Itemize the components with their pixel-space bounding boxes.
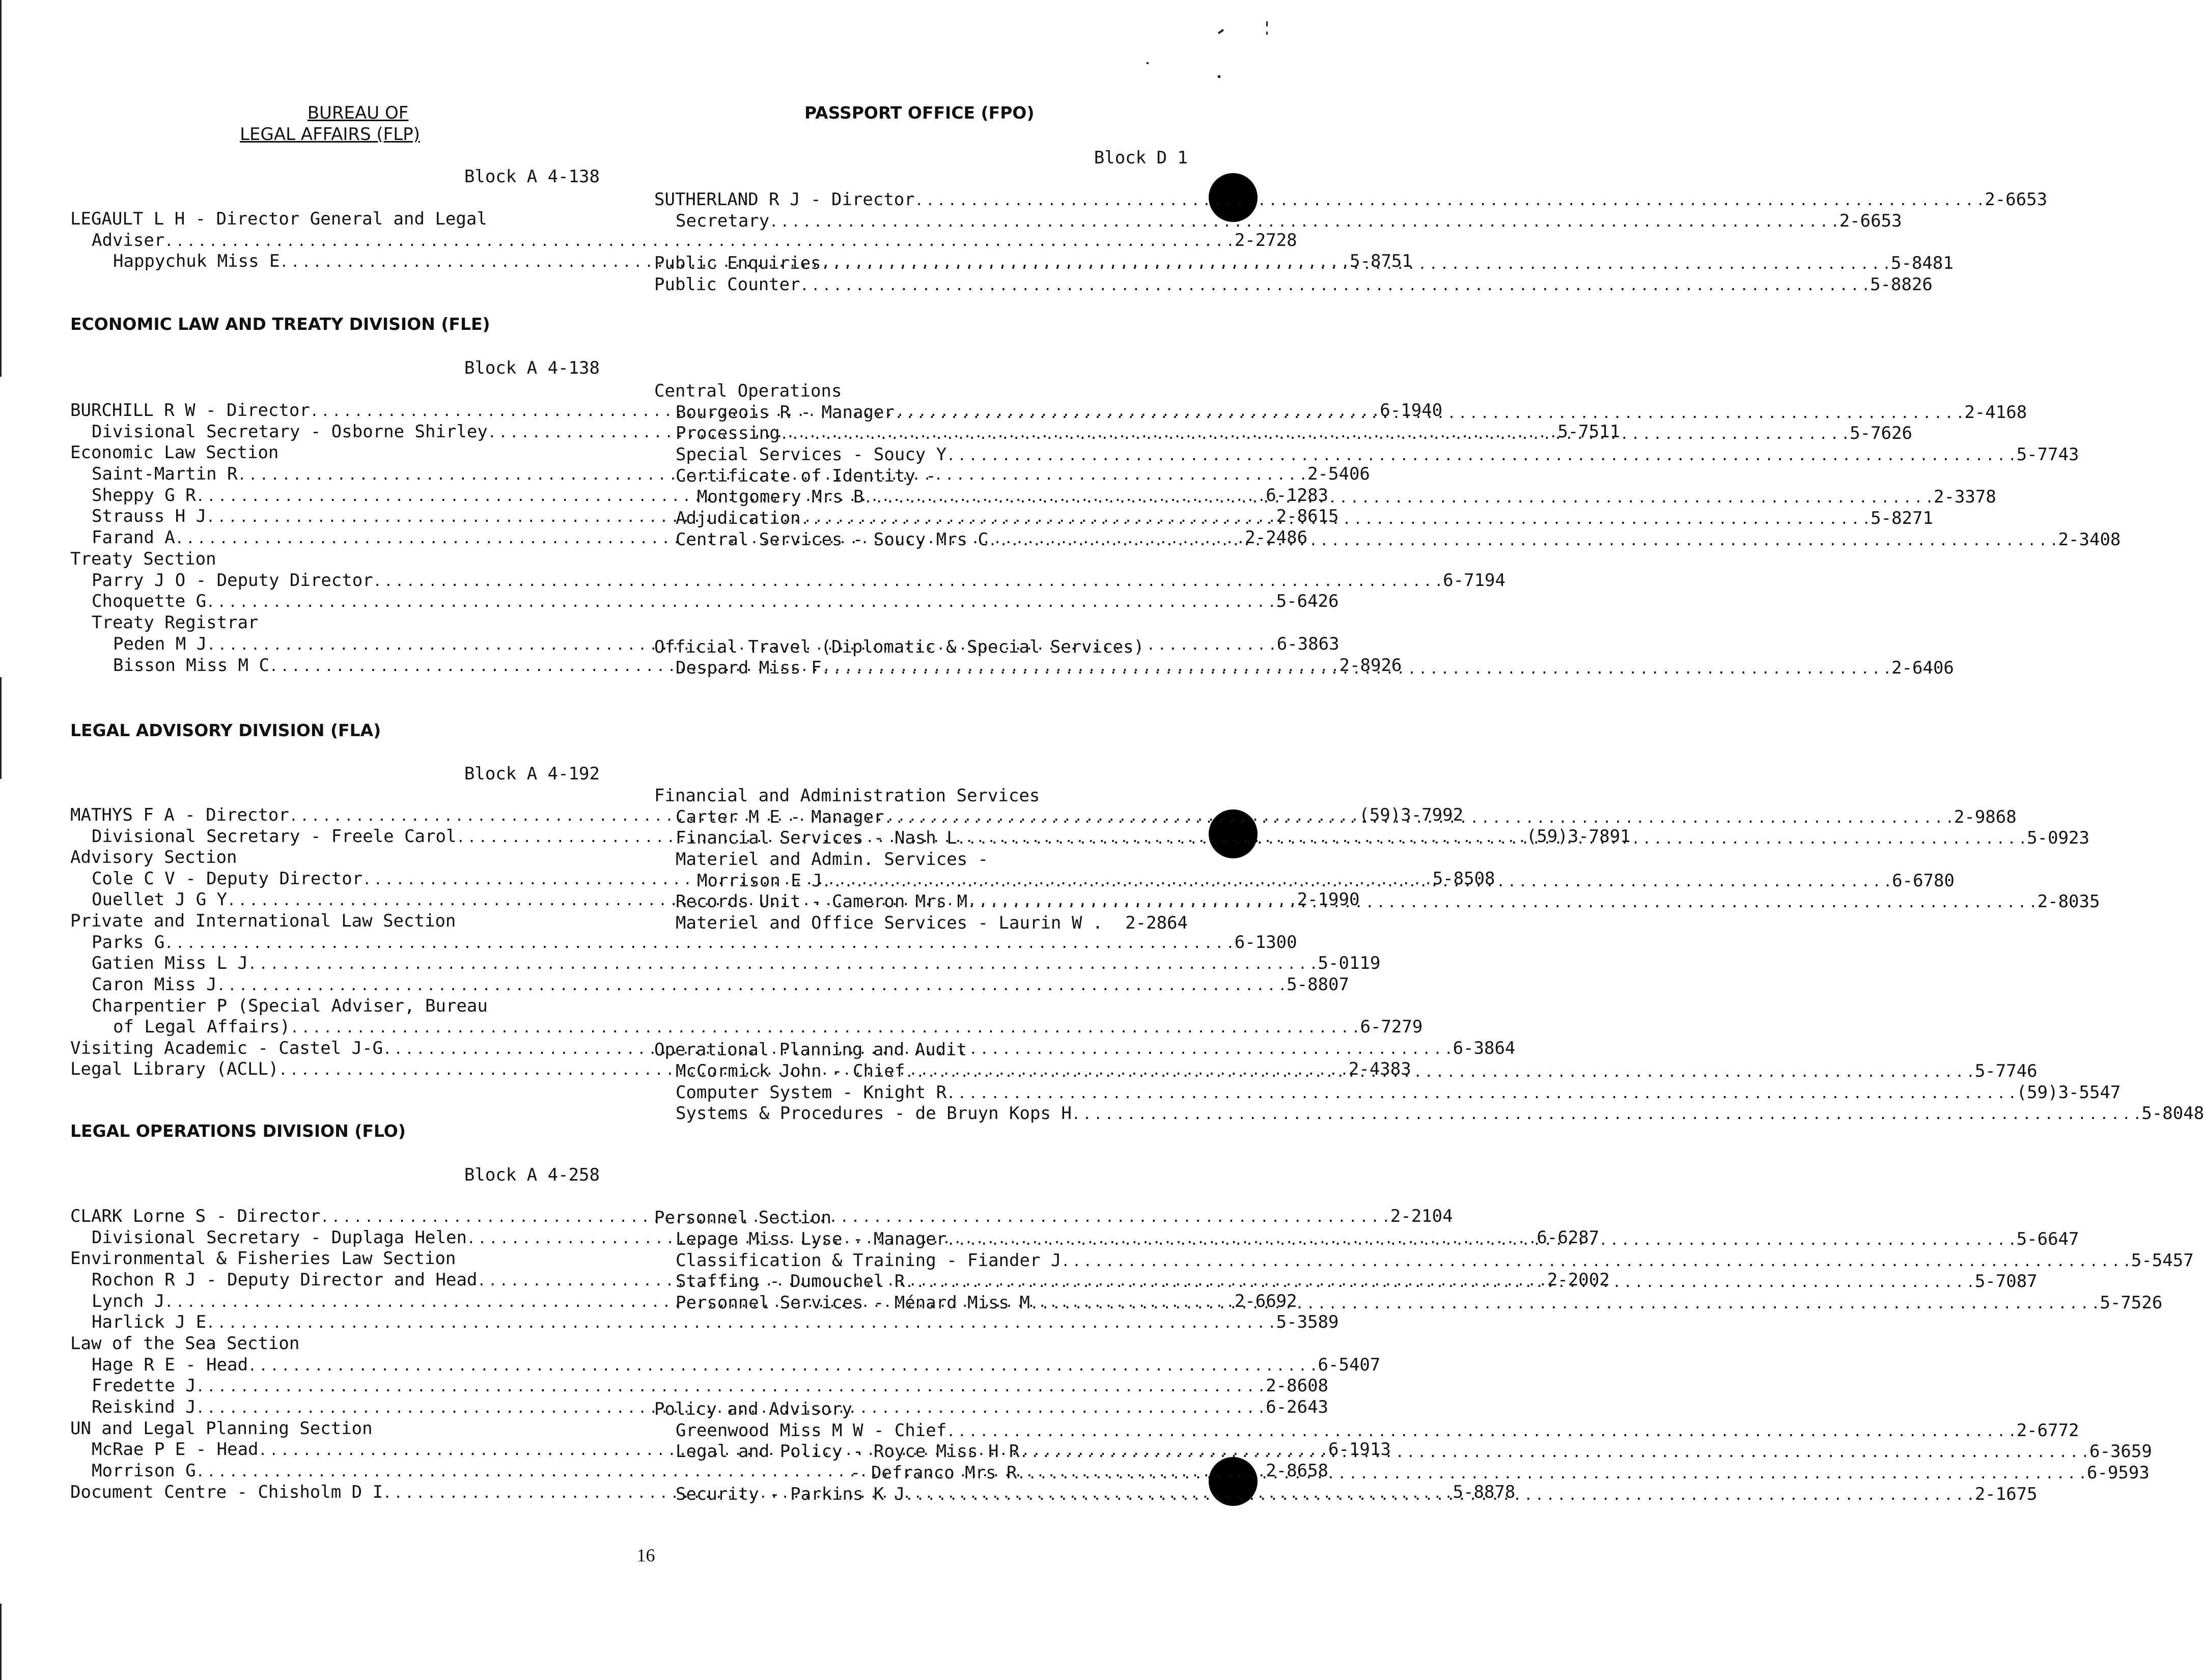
directory-entry [654, 274, 1933, 295]
entry-name: McCormick John - Chief [676, 1061, 905, 1081]
entry-name: Divisional Secretary - Osborne Shirley [92, 422, 488, 442]
scan-speck [1147, 62, 1149, 64]
entry-name: Morrison E J [697, 871, 822, 891]
directory-entry [70, 570, 1505, 591]
entry-name: Document Centre - Chisholm D I [70, 1482, 383, 1502]
entry-phone: 6-7279 [1360, 1017, 1423, 1037]
entry-phone: 6-1940 [1380, 400, 1443, 421]
directory-entry [70, 996, 600, 1016]
entry-name: Bourgeois R - Manager [676, 402, 895, 423]
entry-name: Public Counter [654, 274, 800, 295]
directory-entry [70, 1017, 1423, 1037]
entry-phone: 2-3378 [1934, 487, 1996, 507]
leader-dots [822, 658, 1888, 679]
entry-phone: 5-8878 [1453, 1482, 1516, 1502]
entry-name: Operational Planning and Audit [654, 1040, 967, 1060]
entry-name: BURCHILL R W - Director [70, 400, 310, 421]
entry-name: Treaty Registrar [92, 612, 259, 633]
directory-entry [654, 1420, 2079, 1441]
entry-name: Hage R E - Head [92, 1355, 248, 1375]
entry-phone: 6-9593 [2087, 1463, 2150, 1483]
leader-dots [915, 189, 1982, 211]
entry-phone: 5-0923 [2027, 828, 2089, 848]
entry-name: Law of the Sea Section [70, 1333, 300, 1354]
entry-phone: 5-0119 [1318, 953, 1381, 973]
entry-name: Financial and Administration Services [654, 786, 1040, 806]
fpo-block: Block D 1 [1094, 148, 1188, 168]
directory-entry [70, 932, 1297, 953]
entry-phone: 2-1990 [1297, 889, 1360, 910]
entry-phone: 5-8826 [1870, 274, 1933, 295]
entry-name: Lepage Miss Lyse - Manager [676, 1229, 947, 1249]
entry-phone: 2-6653 [1985, 189, 2048, 210]
entry-phone: 5-6647 [2016, 1229, 2079, 1249]
entry-phone: 2-9868 [1954, 807, 2017, 827]
entry-name: Policy and Advisory [654, 1399, 852, 1419]
entry-phone: 2-2486 [1245, 527, 1308, 548]
entry-phone: 6-6780 [1892, 871, 1955, 891]
entry-name: Classification & Training - Fiander J [676, 1250, 1062, 1271]
leader-dots [822, 871, 1889, 892]
entry-name: Farand A [92, 527, 175, 548]
entry-name: Cole C V - Deputy Director [92, 869, 363, 889]
entry-phone: 2-4168 [1964, 402, 2027, 423]
entry-phone: 5-7511 [1557, 422, 1621, 442]
leader-dots [905, 1271, 1971, 1293]
section-label [70, 442, 600, 463]
entry-phone: 5-8807 [1287, 974, 1349, 995]
entry-phone: 6-2643 [1266, 1397, 1329, 1417]
entry-name: Security - Parkins K J [676, 1484, 905, 1504]
entry-name: Despard Miss F [676, 658, 822, 678]
section-label [654, 786, 1188, 806]
entry-name: Parry J O - Deputy Director [92, 570, 373, 591]
entry-phone: 5-6426 [1276, 591, 1339, 611]
entry-phone: 2-8035 [2037, 891, 2100, 912]
entry-name: Official Travel (Diplomatic & Special Services) [654, 637, 1145, 657]
entry-name: Materiel and Admin. Services - [676, 849, 989, 870]
entry-phone: 2-8608 [1266, 1376, 1329, 1396]
entry-name: Divisional Secretary - Duplaga Helen [92, 1227, 467, 1248]
directory-entry [70, 1312, 1339, 1332]
entry-name: Parks G [92, 932, 165, 953]
entry-phone: 6-1913 [1328, 1439, 1391, 1460]
directory-entry [70, 974, 1349, 995]
entry-name: Materiel and Office Services - Laurin W . [676, 913, 1103, 933]
section-label [70, 847, 600, 867]
leader-dots [217, 974, 1284, 996]
entry-phone: 5-7743 [2016, 444, 2079, 465]
leader-dots [988, 529, 2055, 551]
entry-name: Central Operations [654, 381, 842, 401]
bureau-title-line1: BUREAU OF [307, 103, 409, 123]
entry-name: Bisson Miss M C [113, 655, 270, 676]
leader-dots [1017, 1463, 2084, 1484]
directory-entry [654, 1103, 2204, 1124]
directory-entry [70, 591, 1339, 611]
left-margin-line-middle [0, 677, 2, 779]
entry-phone: 2-2864 [1125, 913, 1188, 933]
section-label [654, 381, 1188, 401]
entry-phone: 6-6287 [1537, 1227, 1600, 1248]
entry-name: Processing [676, 423, 780, 443]
directory-entry [70, 953, 1381, 973]
leader-dots [905, 1061, 1971, 1082]
entry-name: Legal and Policy - Royce Miss H R [676, 1441, 1020, 1462]
entry-name: - Defranco Mrs R [850, 1463, 1017, 1483]
leader-dots [196, 1376, 1263, 1397]
entry-phone: 6-3864 [1453, 1038, 1516, 1058]
entry-name: McRae P E - Head [92, 1439, 259, 1460]
entry-name: Fredette J [92, 1376, 196, 1396]
leader-dots [1072, 1103, 2138, 1125]
leader-dots [164, 932, 1231, 954]
entry-name: Greenwood Miss M W - Chief [676, 1420, 947, 1441]
entry-name: Certificate of Identity - [676, 466, 936, 486]
section-label [654, 1040, 1188, 1060]
entry-phone: 6-7194 [1443, 570, 1505, 591]
section-label [70, 1418, 600, 1439]
section-label [70, 1333, 600, 1354]
entry-phone: 6-5407 [1318, 1355, 1381, 1375]
fla-heading: LEGAL ADVISORY DIVISION (FLA) [70, 720, 381, 740]
leader-dots [967, 891, 2034, 913]
leader-dots [373, 570, 1440, 592]
directory-entry [654, 913, 1188, 933]
entry-name: Morrison G [92, 1461, 196, 1481]
section-label [70, 612, 600, 633]
leader-dots [821, 253, 1888, 274]
entry-name: Personnel Section [654, 1208, 831, 1228]
directory-entry [70, 209, 600, 229]
directory-entry [654, 1082, 2121, 1103]
entry-phone: 2-8615 [1276, 506, 1339, 526]
entry-name: Treaty Section [70, 549, 216, 569]
leader-dots [884, 807, 1950, 828]
entry-phone: 5-7626 [1850, 423, 1913, 443]
entry-phone: 5-8048 [2141, 1103, 2204, 1124]
section-label [654, 1208, 1188, 1228]
flo-block: Block A 4-258 [464, 1165, 600, 1185]
entry-name: Happychuk Miss E [113, 251, 280, 271]
bureau-title-line2: LEGAL AFFAIRS (FLP) [240, 124, 420, 145]
entry-name: Special Services - Soucy Y [676, 444, 947, 465]
entry-name: of Legal Affairs) [113, 1017, 290, 1037]
entry-name: Adjudication [676, 508, 801, 528]
scan-speck [1218, 29, 1224, 34]
leader-dots [801, 508, 1867, 529]
scan-speck [1266, 21, 1268, 26]
entry-name: Systems & Procedures - de Bruyn Kops H [676, 1103, 1072, 1124]
entry-name: Secretary [676, 211, 770, 231]
leader-dots [946, 1420, 2013, 1442]
entry-name: Adviser [92, 230, 165, 250]
entry-name: Reiskind J [92, 1397, 196, 1417]
scan-speck [1218, 75, 1220, 78]
entry-name: Staffing - Dumouchel R [676, 1271, 905, 1292]
entry-phone: (59)3-5547 [2016, 1082, 2121, 1103]
entry-phone: 5-8751 [1350, 251, 1412, 271]
scan-speck [1266, 32, 1268, 35]
entry-phone: 2-4383 [1348, 1059, 1411, 1079]
entry-phone: 2-2104 [1390, 1206, 1453, 1226]
entry-name: Caron Miss J [92, 974, 217, 995]
entry-phone: 2-6406 [1891, 658, 1954, 678]
entry-name: Computer System - Knight R [676, 1082, 947, 1103]
entry-name: Advisory Section [70, 847, 237, 867]
entry-name: Public Enquiries [654, 253, 821, 273]
entry-phone: 2-8926 [1339, 655, 1402, 676]
leader-dots [800, 274, 1867, 296]
entry-name: Montgomery Mrs B [697, 487, 864, 507]
entry-phone: 2-6692 [1234, 1291, 1297, 1311]
entry-phone: (59)3-7992 [1359, 805, 1464, 825]
entry-name: CLARK Lorne S - Director [70, 1206, 321, 1226]
leader-dots [1030, 1293, 2097, 1314]
entry-phone: (59)3-7891 [1526, 826, 1631, 847]
leader-dots [946, 1229, 2013, 1250]
leader-dots [164, 230, 1231, 251]
entry-name: Choquette G [92, 591, 207, 611]
directory-entry [70, 1376, 1329, 1396]
entry-phone: 5-8481 [1891, 253, 1954, 273]
section-label [654, 466, 1188, 486]
entry-name: Private and International Law Section [70, 911, 456, 931]
entry-phone: 2-8658 [1266, 1461, 1329, 1481]
fla-block: Block A 4-192 [464, 764, 600, 784]
entry-phone: 6-3659 [2089, 1441, 2152, 1462]
section-label [654, 637, 1188, 657]
entry-phone: 5-7087 [1974, 1271, 2038, 1292]
entry-phone: 2-3408 [2058, 529, 2121, 550]
leader-dots [206, 591, 1273, 612]
entry-name: Harlick J E [92, 1312, 207, 1332]
section-label [654, 849, 1188, 870]
entry-name: Strauss H J [92, 506, 207, 526]
leader-dots [248, 1355, 1315, 1376]
leader-dots [1020, 1441, 2086, 1463]
leader-dots [769, 211, 1836, 232]
entry-name: MATHYS F A - Director [70, 805, 289, 825]
page-number: 16 [636, 1545, 655, 1565]
entry-phone: 5-8271 [1871, 508, 1933, 528]
fle-heading: ECONOMIC LAW AND TREATY DIVISION (FLE) [70, 314, 490, 334]
entry-phone: 5-8508 [1432, 869, 1495, 889]
fle-block: Block A 4-138 [464, 358, 600, 378]
entry-name: Rochon R J - Deputy Director and Head [92, 1270, 478, 1290]
directory-entry [654, 444, 2079, 465]
entry-name: Sheppy G R [92, 485, 196, 506]
leader-dots [290, 1017, 1357, 1038]
entry-phone: 2-5406 [1307, 464, 1370, 484]
leader-dots [864, 487, 1931, 508]
flo-heading: LEGAL OPERATIONS DIVISION (FLO) [70, 1121, 406, 1141]
entry-name: Central Services - Soucy Mrs C [676, 529, 989, 550]
fpo-heading: PASSPORT OFFICE (FPO) [804, 103, 1035, 123]
entry-phone: 2-6772 [2016, 1420, 2079, 1441]
left-margin-line-bottom [0, 1604, 2, 1680]
leader-dots [248, 953, 1315, 974]
directory-entry [70, 1355, 1381, 1375]
entry-phone: 2-2002 [1547, 1270, 1610, 1290]
entry-name: Records Unit - Cameron Mrs M [676, 891, 968, 912]
leader-dots [780, 423, 1847, 444]
entry-name: Divisional Secretary - Freele Carol [92, 826, 457, 847]
entry-name: Peden M J [113, 634, 207, 654]
left-margin-line-top [0, 0, 2, 377]
entry-name: Carter M E - Manager [676, 807, 884, 827]
entry-name: Saint-Martin R [92, 464, 238, 484]
section-label [70, 911, 600, 931]
entry-name: Personnel Services - Ménard Miss M [676, 1293, 1030, 1313]
entry-name: Gatien Miss L J [92, 953, 248, 973]
section-label [654, 1399, 1188, 1419]
entry-name: SUTHERLAND R J - Director [654, 189, 915, 210]
entry-phone: 5-7746 [1974, 1061, 2038, 1081]
entry-phone: 5-3589 [1276, 1312, 1339, 1332]
section-label [70, 1248, 600, 1269]
leader-dots [206, 1312, 1273, 1333]
directory-entry [654, 211, 1902, 231]
entry-phone: 6-1283 [1266, 485, 1329, 506]
directory-entry [654, 1250, 2194, 1271]
directory-entry [70, 230, 1297, 250]
entry-name: LEGAULT L H - Director General and Legal [70, 209, 487, 229]
leader-dots [946, 444, 2013, 466]
entry-name: UN and Legal Planning Section [70, 1418, 373, 1439]
entry-phone: 5-5457 [2131, 1250, 2194, 1271]
entry-phone: 5-7526 [2100, 1293, 2163, 1313]
bureau-block: Block A 4-138 [464, 166, 600, 187]
leader-dots [1061, 1250, 2128, 1272]
entry-name: Financial Services - Nash L [676, 828, 957, 848]
section-label [70, 549, 600, 569]
entry-phone: 6-1300 [1234, 932, 1297, 953]
entry-name: Ouellet J G Y [92, 889, 228, 910]
directory-entry [654, 189, 2048, 210]
entry-name: Economic Law Section [70, 442, 279, 463]
leader-dots [895, 402, 1961, 424]
leader-dots [905, 1484, 1971, 1505]
entry-phone: 6-3863 [1276, 634, 1340, 654]
entry-phone: 2-1675 [1974, 1484, 2038, 1504]
leader-dots [946, 1082, 2013, 1104]
entry-name: Environmental & Fisheries Law Section [70, 1248, 456, 1269]
entry-phone: 2-6653 [1839, 211, 1902, 231]
entry-name: Visiting Academic - Castel J-G [70, 1038, 383, 1058]
entry-name: Lynch J [92, 1291, 165, 1311]
leader-dots [957, 828, 2024, 849]
entry-name: Charpentier P (Special Adviser, Bureau [92, 996, 488, 1016]
entry-name: Legal Library (ACLL) [70, 1059, 279, 1079]
entry-phone: 2-2728 [1234, 230, 1297, 250]
